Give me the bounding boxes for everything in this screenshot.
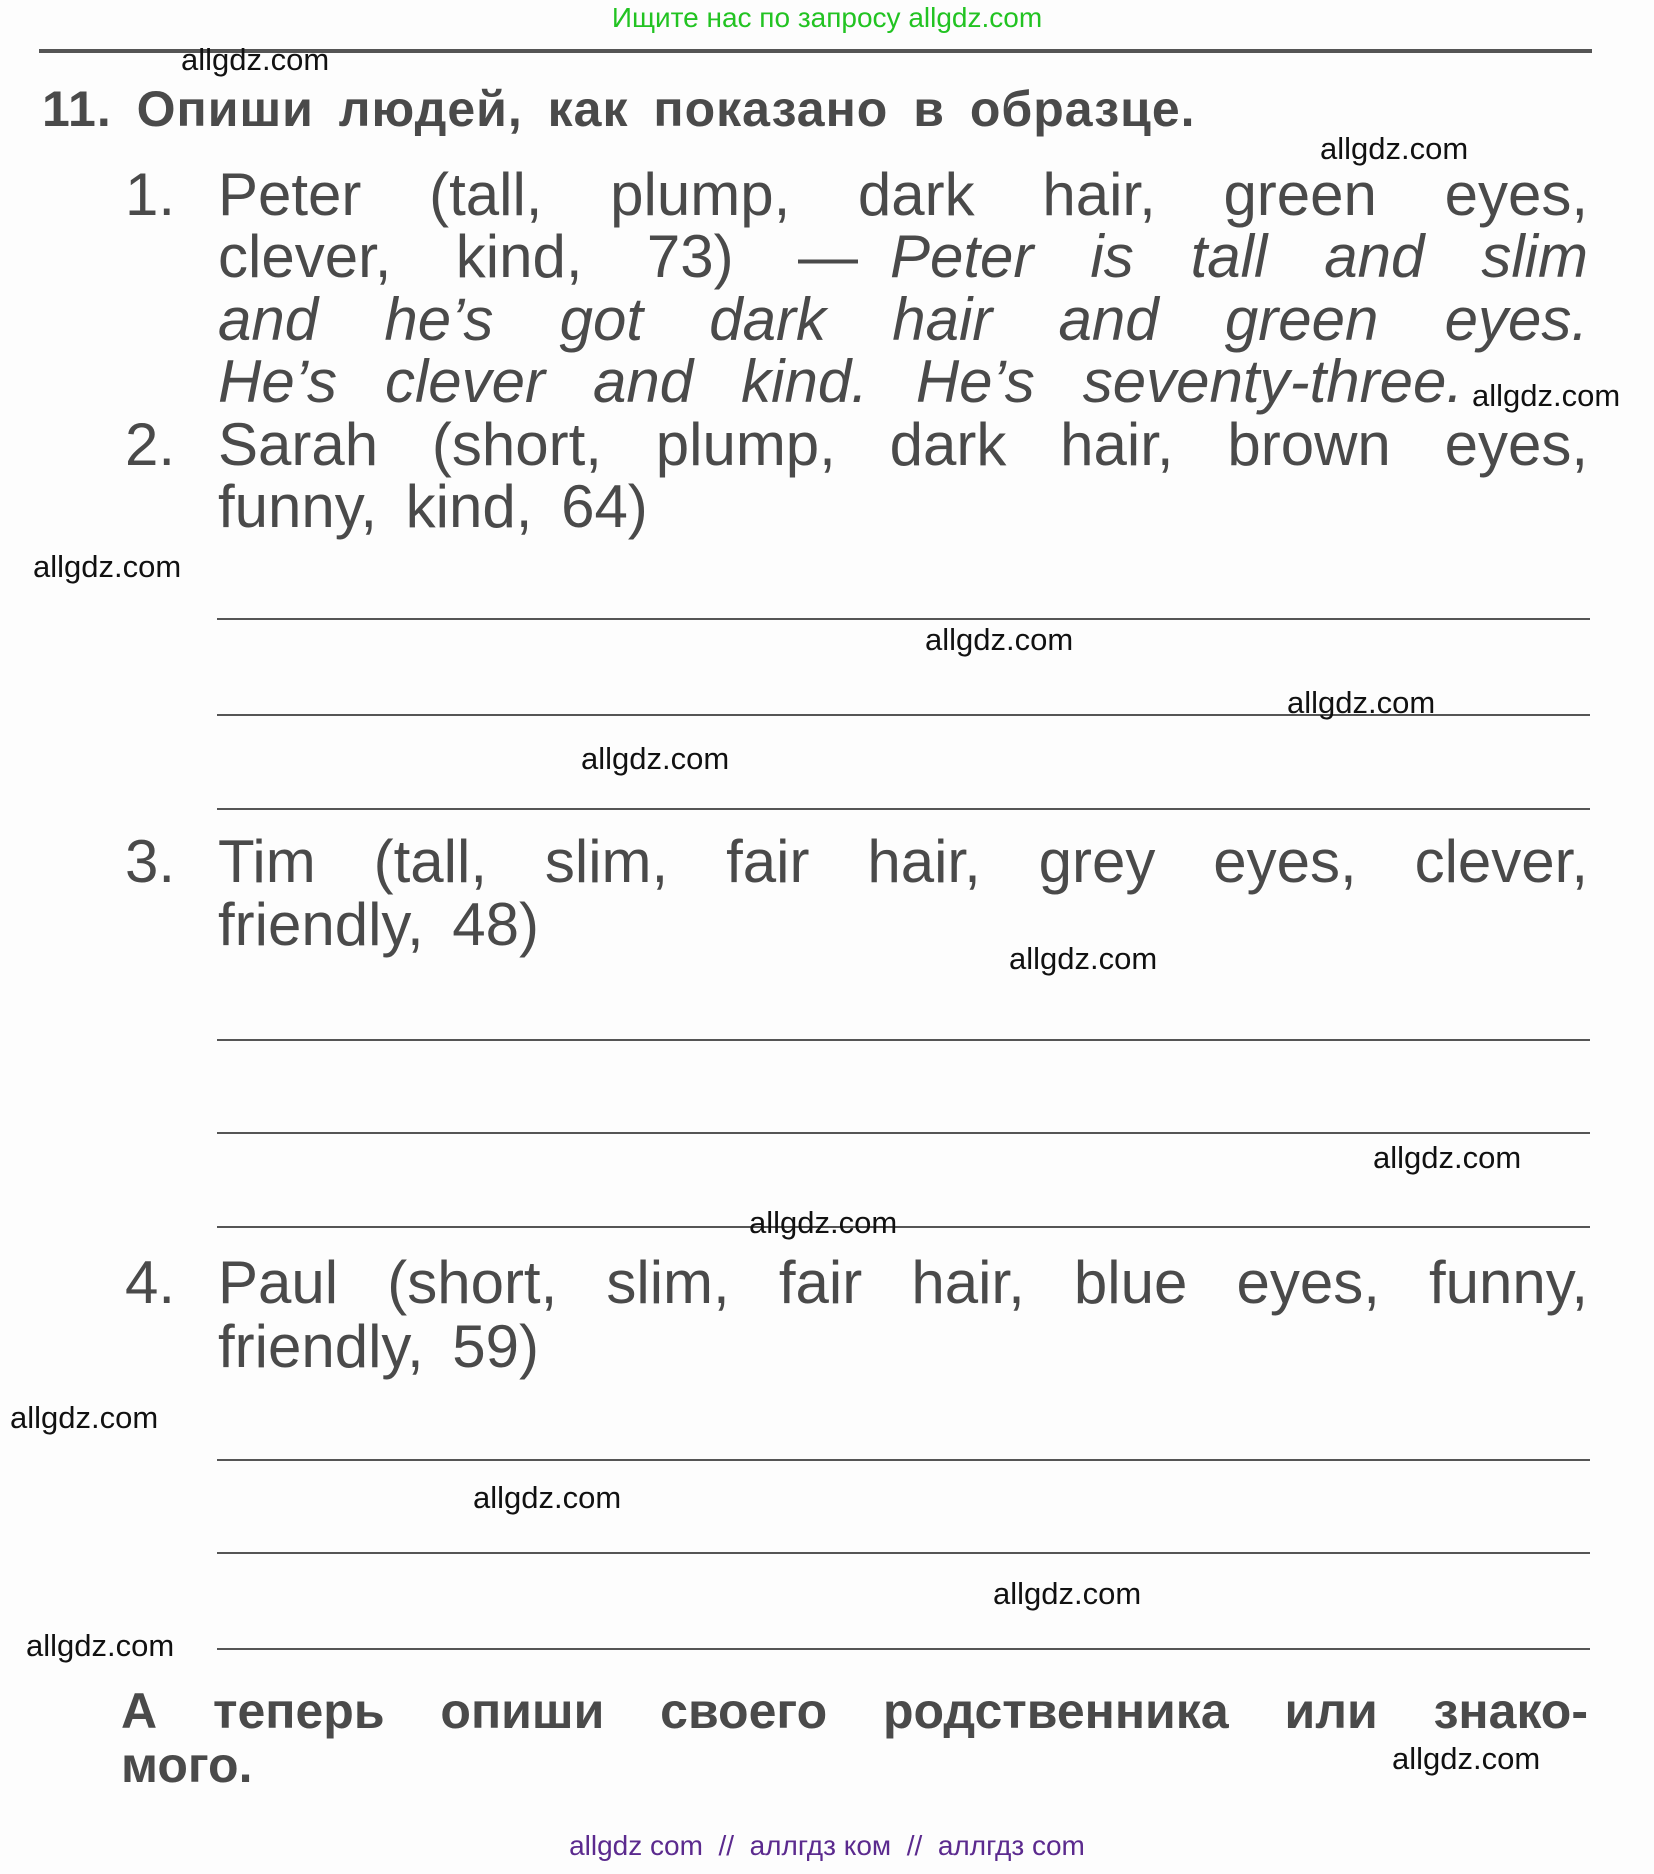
watermark: allgdz.com <box>181 42 330 77</box>
watermark: allgdz.com <box>749 1205 898 1240</box>
watermark: allgdz.com <box>10 1400 159 1435</box>
watermark: allgdz.com <box>473 1480 622 1515</box>
item-1-line: Peter (tall, plump, dark hair, green eyes, <box>218 161 1588 228</box>
item-number: 1. <box>125 161 176 228</box>
example-answer-line: Peter is tall and slim <box>890 223 1588 290</box>
watermark: allgdz.com <box>1287 685 1436 720</box>
item-1-line: clever, kind, 73) — <box>218 223 858 290</box>
answer-line[interactable] <box>217 1226 1590 1228</box>
watermark: allgdz.com <box>581 741 730 776</box>
final-task-line: А теперь опиши своего родственника или знако- <box>121 1683 1588 1739</box>
watermark: allgdz.com <box>1472 378 1621 413</box>
watermark: allgdz.com <box>1373 1140 1522 1175</box>
item-3-line: Tim (tall, slim, fair hair, grey eyes, clever, <box>218 828 1588 895</box>
watermark: allgdz.com <box>925 622 1074 657</box>
answer-line[interactable] <box>217 1459 1590 1461</box>
item-2-line: funny, kind, 64) <box>218 473 648 540</box>
answer-line[interactable] <box>217 1039 1590 1041</box>
answer-line[interactable] <box>217 618 1590 620</box>
item-2-line: Sarah (short, plump, dark hair, brown eyes, <box>218 411 1588 478</box>
watermark: allgdz.com <box>26 1628 175 1663</box>
answer-line[interactable] <box>217 1132 1590 1134</box>
watermark: allgdz.com <box>1009 941 1158 976</box>
item-4-line: friendly, 59) <box>218 1313 540 1380</box>
item-number: 4. <box>125 1249 176 1316</box>
watermark: allgdz.com <box>33 549 182 584</box>
exercise-title: 11. Опиши людей, как показано в образце. <box>42 81 1196 137</box>
item-number: 2. <box>125 411 176 478</box>
answer-line[interactable] <box>217 1648 1590 1650</box>
example-answer-line: and he’s got dark hair and green eyes. <box>218 286 1588 353</box>
item-3-line: friendly, 48) <box>218 891 540 958</box>
example-answer-line: He’s clever and kind. He’s seventy-three. <box>218 348 1463 415</box>
watermark: allgdz.com <box>993 1576 1142 1611</box>
watermark: allgdz.com <box>1320 131 1469 166</box>
final-task-line: мого. <box>121 1737 253 1793</box>
answer-line[interactable] <box>217 1552 1590 1554</box>
answer-line[interactable] <box>217 808 1590 810</box>
bottom-banner[interactable]: allgdz com // аллгдз ком // аллгдз com <box>569 1830 1085 1861</box>
top-banner[interactable]: Ищите нас по запросу allgdz.com <box>611 2 1043 33</box>
item-4-line: Paul (short, slim, fair hair, blue eyes, funny, <box>218 1249 1588 1316</box>
item-number: 3. <box>125 828 176 895</box>
watermark: allgdz.com <box>1392 1741 1541 1776</box>
